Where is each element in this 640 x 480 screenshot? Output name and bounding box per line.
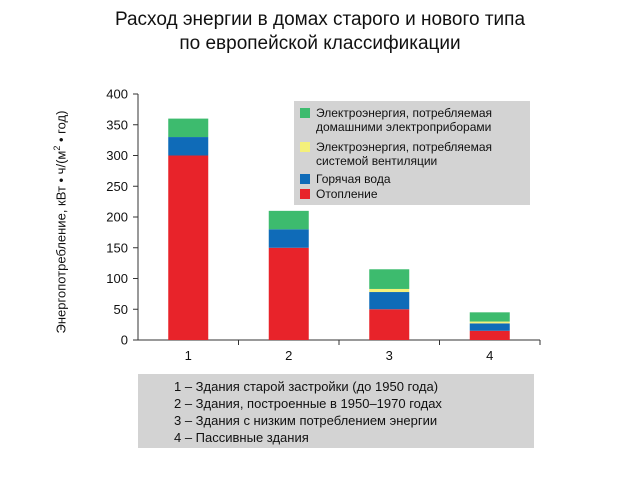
- note-item-4: 4 – Пассивные здания: [174, 430, 309, 445]
- chart-title-line-2: по европейской классификации: [179, 33, 461, 54]
- bar-segment-3-3: [369, 289, 409, 292]
- y-tick-label: 300: [106, 148, 128, 163]
- y-tick-label: 150: [106, 240, 128, 256]
- legend: [294, 101, 530, 205]
- legend-label-appliances-line-2: домашними электроприборами: [316, 120, 492, 134]
- legend-label-ventilation-line-2: системой вентиляции: [316, 154, 438, 168]
- bar-segment-2-1: [269, 248, 309, 340]
- y-tick-label: 100: [106, 271, 128, 286]
- y-tick-label: 250: [106, 178, 128, 194]
- legend-label-ventilation-line-1: Электроэнергия, потребляемая: [316, 140, 493, 154]
- legend-swatch-heating: [300, 189, 310, 199]
- x-tick-label: 4: [486, 348, 494, 363]
- y-tick-label: 200: [106, 209, 128, 225]
- legend-item-appliances: [300, 106, 526, 134]
- legend-label-appliances: [316, 106, 526, 134]
- legend-label-ventilation: [316, 140, 526, 168]
- legend-label-appliances-line-1: Электроэнергия, потребляемая: [316, 106, 493, 120]
- bar-segment-1-4: [168, 119, 208, 137]
- bar-segment-4-2: [470, 323, 510, 330]
- bar-segment-4-3: [470, 322, 510, 324]
- y-tick-label: 50: [113, 301, 128, 317]
- y-axis-label-main: Энергопотребление, кВт • ч/(м: [53, 150, 69, 334]
- x-tick-label: 3: [385, 348, 393, 363]
- note-item-1: 1 – Здания старой застройки (до 1950 года): [174, 379, 439, 394]
- y-axis-label-end: • год): [53, 110, 69, 146]
- y-axis-label-sup: 2: [52, 145, 62, 151]
- bar-segment-3-2: [369, 292, 409, 309]
- note-item-3: 3 – Здания с низким потреблением энергии: [174, 413, 438, 428]
- x-tick-label: 1: [184, 348, 192, 363]
- note-item-2: 2 – Здания, построенные в 1950–1970 годах: [174, 396, 442, 411]
- y-tick-label: 350: [106, 117, 128, 133]
- legend-label-hot-water: [316, 172, 526, 186]
- bar-segment-2-4: [269, 211, 309, 229]
- legend-swatch-appliances: [300, 108, 310, 118]
- bar-segment-2-2: [269, 229, 309, 247]
- y-tick-label: 400: [106, 86, 128, 102]
- bar-segment-1-1: [168, 156, 208, 341]
- legend-label-hot-water-line-1: Горячая вода: [316, 172, 391, 186]
- y-axis-label: [47, 72, 67, 372]
- legend-label-heating-line-1: Отопление: [316, 187, 378, 201]
- bar-segment-3-1: [369, 309, 409, 340]
- legend-item-heating: [300, 187, 526, 201]
- legend-item-hot-water: [300, 172, 526, 186]
- legend-swatch-ventilation: [300, 142, 310, 152]
- bar-segment-1-2: [168, 137, 208, 155]
- bar-segment-4-1: [470, 331, 510, 340]
- legend-swatch-hot-water: [300, 174, 310, 184]
- chart-title-line-1: Расход энергии в домах старого и нового типа: [114, 9, 526, 30]
- category-notes: [138, 374, 534, 448]
- bar-segment-4-4: [470, 312, 510, 321]
- y-tick-label: 0: [120, 332, 128, 348]
- x-tick-label: 2: [285, 348, 293, 363]
- legend-label-heating: [316, 187, 526, 201]
- bar-segment-3-4: [369, 269, 409, 289]
- legend-item-ventilation: [300, 140, 526, 168]
